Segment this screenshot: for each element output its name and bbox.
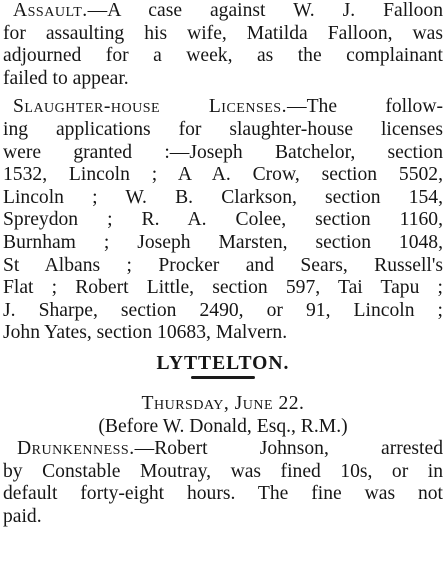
drunkenness-line-3: default forty-eight hours. The fine was not <box>3 483 443 505</box>
slaughter-line-8: St Albans ; Procker and Sears, Russell's <box>3 254 443 276</box>
drunkenness-heading: Drunkenness. <box>17 438 135 460</box>
slaughter-line-11: John Yates, section 10683, Malvern. <box>3 322 288 344</box>
slaughter-line-4: 1532, Lincoln ; A A. Crow, section 5502, <box>3 164 443 186</box>
assault-text-1: —A case against W. J. Falloon <box>87 0 443 21</box>
slaughter-line-3: were granted :—Joseph Batchelor, section <box>3 141 443 163</box>
section-heading-block <box>3 345 443 389</box>
drunkenness-line-1 <box>3 438 443 461</box>
slaughter-line-10: J. Sharpe, section 2490, or 91, Lincoln ; <box>3 299 443 321</box>
slaughter-heading: Slaughter-house Licenses. <box>13 96 287 118</box>
slaughter-line-5: Lincoln ; W. B. Clarkson, section 154, <box>3 186 443 208</box>
drunkenness-line-4: paid. <box>3 505 42 527</box>
heading-rule <box>191 376 255 379</box>
assault-line-3: adjourned for a week, as the complainant <box>3 45 443 67</box>
assault-line-2: for assaulting his wife, Matilda Falloon, was <box>3 22 443 44</box>
assault-line-1 <box>3 0 443 23</box>
section-heading: LYTTELTON. <box>156 352 290 374</box>
slaughter-paragraph <box>3 96 443 345</box>
slaughter-line-7: Burnham ; Joseph Marsten, section 1048, <box>3 231 443 253</box>
drunkenness-text-1: —Robert Johnson, arrested <box>134 438 443 460</box>
assault-paragraph <box>3 0 443 90</box>
court-magistrate: (Before W. Donald, Esq., R.M.) <box>98 415 348 437</box>
slaughter-line-2: ing applications for slaughter-house licenses <box>3 118 443 140</box>
court-date: Thursday, June 22. <box>141 392 305 414</box>
drunkenness-paragraph <box>3 438 443 528</box>
assault-line-4: failed to appear. <box>3 67 129 89</box>
court-info <box>3 393 443 438</box>
slaughter-line-9: Flat ; Robert Little, section 597, Tai Tapu ; <box>3 277 443 299</box>
drunkenness-line-2: by Constable Moutray, was fined 10s, or in <box>3 460 443 482</box>
slaughter-line-1 <box>3 96 443 119</box>
slaughter-text-1: —The follow- <box>286 96 443 118</box>
newspaper-column <box>3 0 443 528</box>
slaughter-line-6: Spreydon ; R. A. Colee, section 1160, <box>3 209 443 231</box>
assault-heading: Assault. <box>13 0 88 21</box>
